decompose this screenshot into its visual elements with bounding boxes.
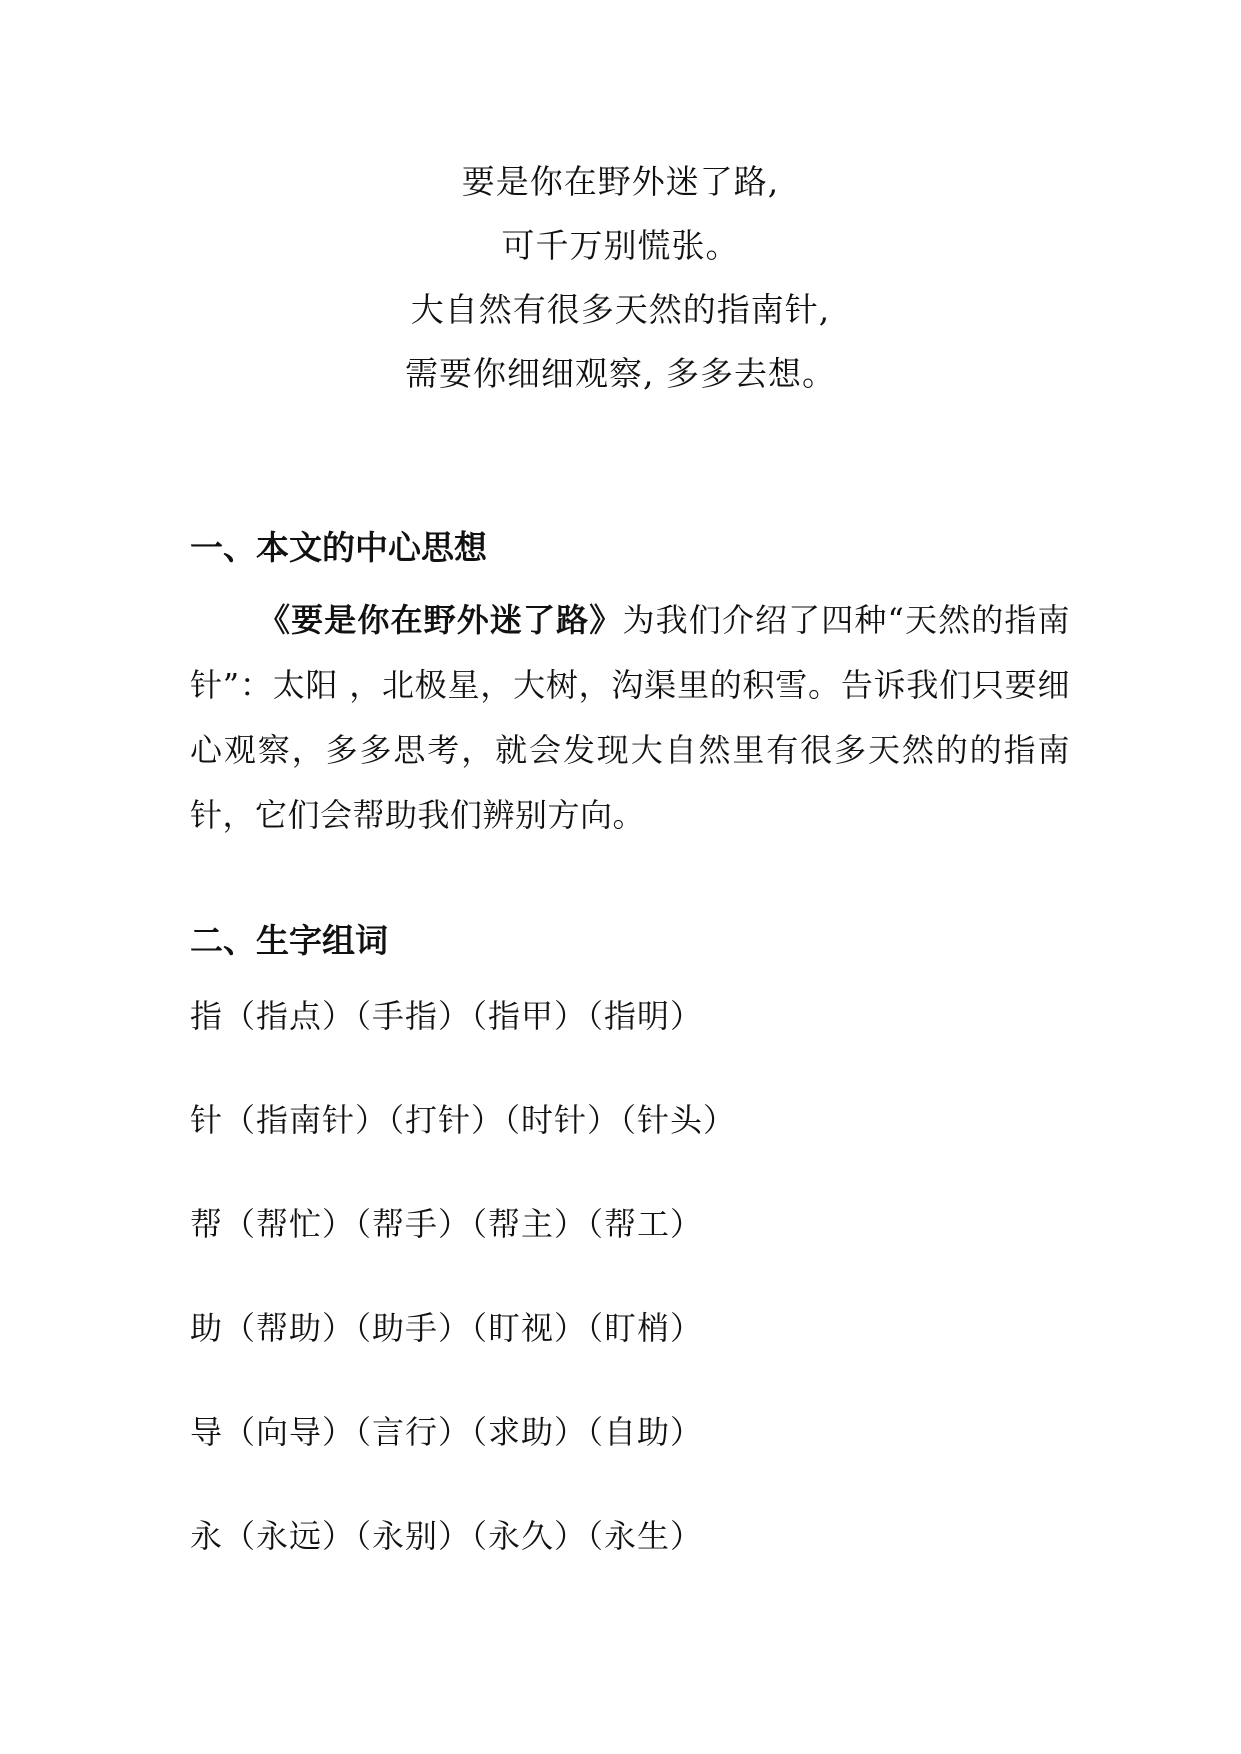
vocabulary-row: 导（向导）（言行）（求助）（自助） (190, 1413, 704, 1451)
section-heading-central-idea: 一、本文的中心思想 (190, 528, 487, 567)
vocabulary-row: 指（指点）（手指）（指甲）（指明） (190, 997, 704, 1035)
vocabulary-row: 助（帮助）（助手）（盯视）（盯梢） (190, 1309, 704, 1347)
section-vocabulary (190, 917, 1070, 965)
vocabulary-row: 帮（帮忙）（帮手）（帮主）（帮工） (190, 1205, 704, 1243)
poem-line: 要是你在野外迷了路, (461, 162, 780, 201)
poem-line: 大自然有很多天然的指南针, (410, 290, 831, 329)
vocabulary-list (190, 992, 1070, 1560)
section-central-idea (190, 524, 1070, 572)
vocabulary-row: 针（指南针）（打针）（时针）（针头） (190, 1101, 737, 1139)
poem-line: 需要你细细观察, 多多去想。 (405, 354, 836, 393)
central-idea-text: 为我们介绍了四种“天然的指南针”：太阳 ，北极星，大树，沟渠里的积雪。告诉我们只要细心观察，多多思考，就会发现大自然里有很多天然的的指南针，它们会帮助我们辨别方向。 (190, 601, 1070, 834)
vocabulary-row: 永（永远）（永别）（永久）（永生） (190, 1517, 704, 1555)
central-idea-paragraph-container (190, 588, 1070, 848)
book-title: 《要是你在野外迷了路》 (258, 601, 623, 639)
central-idea-paragraph (190, 588, 1070, 848)
poem (0, 150, 1241, 406)
section-heading-vocabulary: 二、生字组词 (190, 921, 388, 960)
poem-line: 可千万别慌张。 (501, 226, 740, 265)
